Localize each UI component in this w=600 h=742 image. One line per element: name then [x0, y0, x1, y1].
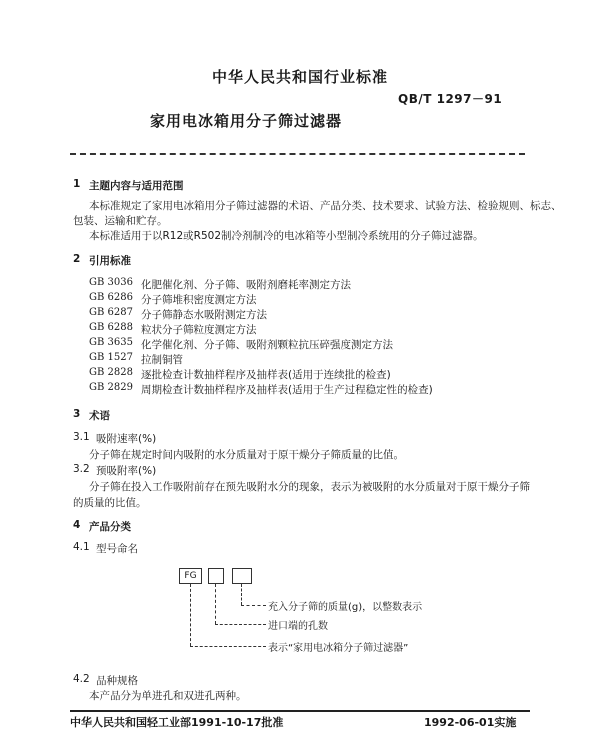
reference-title: 拉制铜管: [141, 354, 183, 366]
section-4-1-number: 4.1: [73, 541, 90, 553]
reference-code: GB 2829: [89, 382, 133, 393]
model-prefix-box: FG: [179, 568, 202, 584]
section-3-number: 3: [73, 408, 81, 420]
inlet-count-label: 进口端的孔数: [268, 621, 328, 632]
reference-title: 分子筛堆积密度测定方法: [141, 294, 257, 306]
section-1-para1-line2: 包装、运输和贮存。: [73, 215, 168, 227]
reference-code: GB 6287: [89, 307, 133, 318]
footer-divider: [70, 710, 530, 712]
section-3-1-text: 分子筛在规定时间内吸附的水分质量对于原干燥分子筛质量的比值。: [89, 449, 404, 461]
standard-number: QB/T 1297－91: [398, 92, 503, 106]
section-1-para1-line1: 本标准规定了家用电冰箱用分子筛过滤器的术语、产品分类、技术要求、试验方法、检验规则、标志、: [89, 200, 562, 212]
section-4-1-title: 型号命名: [96, 543, 138, 555]
leader-line: [190, 646, 266, 647]
section-4-2-title: 品种规格: [96, 675, 138, 687]
section-3-2-title: 预吸附率(%): [96, 465, 157, 477]
sieve-mass-label: 充入分子筛的质量(g)，以整数表示: [268, 602, 423, 613]
section-4-heading: 产品分类: [89, 521, 131, 533]
document-title: 家用电冰箱用分子筛过滤器: [150, 112, 343, 130]
reference-title: 粒状分子筛粒度测定方法: [141, 324, 257, 336]
section-3-1-number: 3.1: [73, 431, 90, 443]
leader-line: [215, 624, 266, 625]
reference-title: 化肥催化剂、分子筛、吸附剂磨耗率测定方法: [141, 279, 351, 291]
leader-line: [190, 584, 191, 646]
reference-code: GB 3635: [89, 337, 133, 348]
section-3-heading: 术语: [89, 410, 110, 422]
section-4-2-text: 本产品分为单进孔和双进孔两种。: [89, 690, 247, 702]
reference-title: 化学催化剂、分子筛、吸附剂颗粒抗压碎强度测定方法: [141, 339, 393, 351]
leader-line: [241, 605, 266, 606]
standard-body-title: 中华人民共和国行业标准: [211, 68, 388, 86]
reference-code: GB 6286: [89, 292, 133, 303]
reference-title: 周期检查计数抽样程序及抽样表(适用于生产过程稳定性的检查): [141, 384, 433, 396]
reference-code: GB 6288: [89, 322, 133, 333]
implementation-date: 1992-06-01实施: [424, 716, 517, 729]
section-1-number: 1: [73, 178, 81, 190]
reference-code: GB 3036: [89, 277, 133, 288]
section-2-heading: 引用标准: [89, 255, 131, 267]
section-3-2-line2: 的质量的比值。: [73, 497, 147, 509]
section-3-1-title: 吸附速率(%): [96, 433, 157, 445]
reference-code: GB 2828: [89, 367, 133, 378]
sieve-mass-box: [232, 568, 252, 584]
reference-code: GB 1527: [89, 352, 133, 363]
section-3-2-line1: 分子筛在投入工作吸附前存在预先吸附水分的现象，表示为被吸附的水分质量对于原干燥分子筛: [89, 481, 530, 493]
section-4-2-number: 4.2: [73, 673, 90, 685]
header-divider: [70, 153, 525, 155]
reference-title: 分子筛静态水吸附测定方法: [141, 309, 267, 321]
model-prefix-label: 表示“家用电冰箱分子筛过滤器”: [268, 643, 409, 654]
section-1-heading: 主题内容与适用范围: [89, 180, 184, 192]
section-3-2-number: 3.2: [73, 463, 90, 475]
leader-line: [241, 584, 242, 605]
approval-info: 中华人民共和国轻工业部1991-10-17批准: [70, 716, 284, 729]
section-4-number: 4: [73, 519, 81, 531]
inlet-count-box: [208, 568, 224, 584]
leader-line: [215, 584, 216, 624]
section-2-number: 2: [73, 253, 81, 265]
reference-title: 逐批检查计数抽样程序及抽样表(适用于连续批的检查): [141, 369, 391, 381]
section-1-para2: 本标准适用于以R12或R502制冷剂制冷的电冰箱等小型制冷系统用的分子筛过滤器。: [89, 230, 484, 242]
